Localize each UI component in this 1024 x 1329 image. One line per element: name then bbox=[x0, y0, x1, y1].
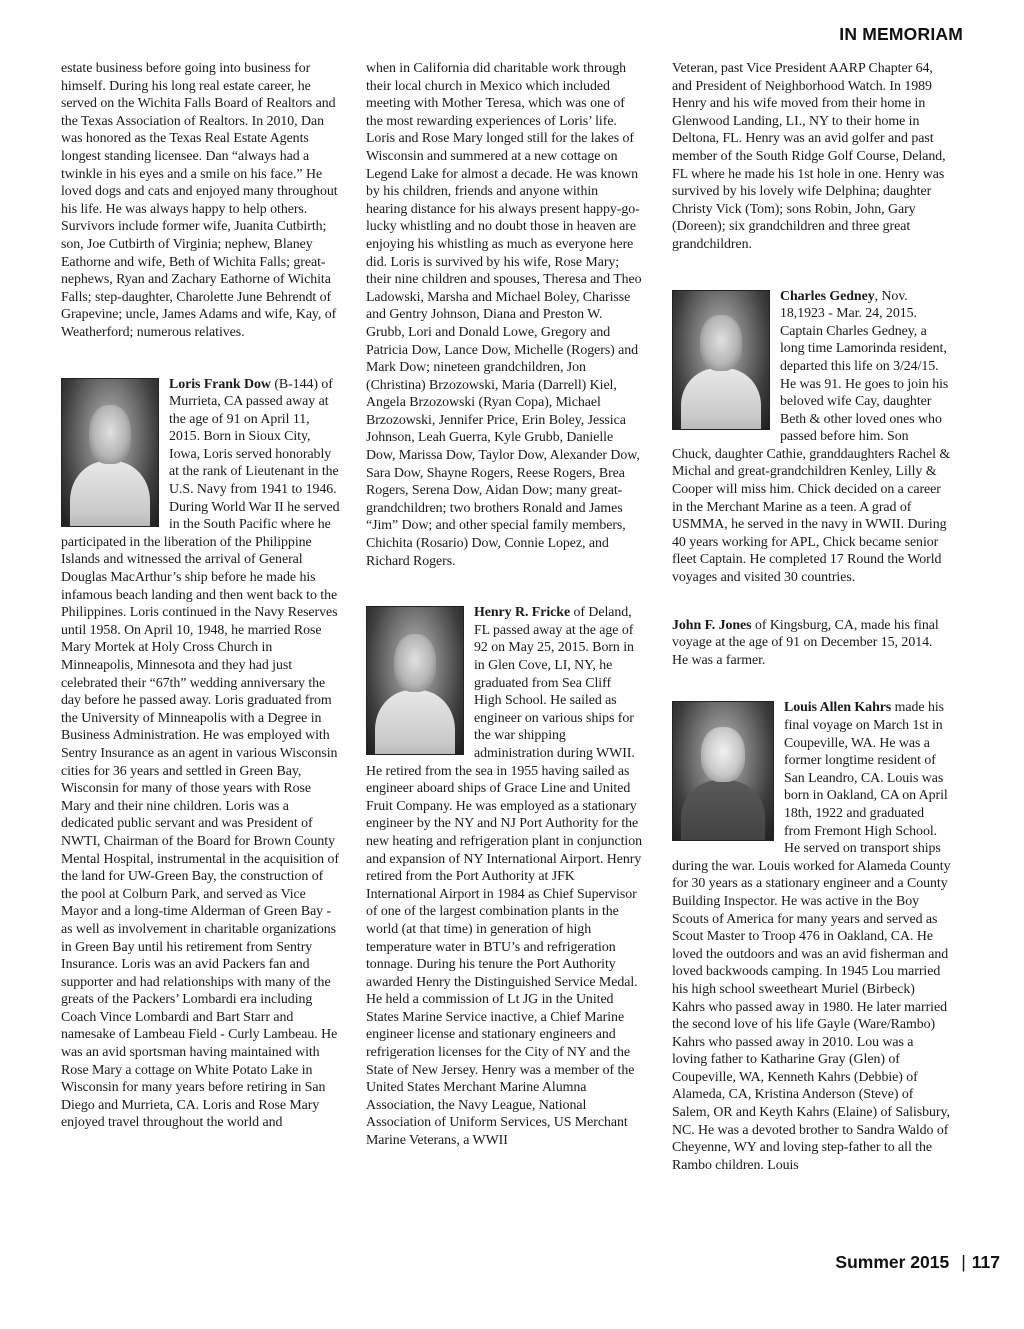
dow-name: Loris Frank Dow bbox=[169, 376, 271, 392]
dow-portrait-photo bbox=[61, 378, 159, 527]
gedney-text: , Nov. 18,1923 - Mar. 24, 2015. Captain Charles Gedney, a long time Lamorinda resident, departed this life on 3/24/15. He was 91. He goes to join his beloved wife Cay, daughter Beth & other loved ones who passed before him. Son Chuck, daughter Cathie, granddaughters Rachel & Michal and great-grandchildren Kenley, Lilly & Cooper will miss him. Chick decided on a career in the Merchant Marine as a teen. A grad of USMMA, he served in the navy in WWII. During 40 years working for APL, Chick became senior fleet Captain. He completed 17 Round the World voyages and visited 30 countries. bbox=[672, 288, 951, 586]
fricke-portrait-photo bbox=[366, 606, 464, 755]
page-footer bbox=[835, 1252, 1000, 1273]
jones-text: of Kingsburg, CA, made his final voyage at the age of 91 on December 15, 2014. He was a farmer. bbox=[672, 617, 939, 668]
issue-label: Summer 2015 bbox=[835, 1252, 950, 1272]
fricke-obituary bbox=[366, 604, 642, 1149]
kahrs-portrait-photo bbox=[672, 701, 774, 841]
footer-separator: | bbox=[961, 1252, 966, 1272]
gedney-obituary bbox=[672, 288, 951, 587]
dow-obituary-continued: when in California did charitable work through their local church in Mexico which included meeting with Mother Teresa, which was one of the most rewarding experiences of Loris’ life. Loris and Rose Mary longed still for the lakes of Wisconsin and summered at a new cottage on Legend Lake for almost a decade. He was known by his children, friends and anyone within hearing distance for his always present happy-go-lucky whistling and no doubt those in heaven are enjoying his whistling as much as everyone here did. Loris is survived by his wife, Rose Mary; their nine children and spouses, Theresa and Theo Ladowski, Marsha and Michael Boley, Charisse and Gentry Johnson, Diana and Preston W. Grubb, Lori and Donald Lowe, Gregory and Patricia Dow, Lance Dow, Michelle (Rogers) and Mark Dow; nineteen grandchildren, Jon (Christina) Brzozowski, Maria (Darrell) Kiel, Angela Brzozowski (Ryan Copa), Michael Brzozowski, Jennifer Price, Erin Boley, Jessica Johnson, Leah Guerra, Kyle Grubb, Danielle Dow, Marissa Dow, Taylor Dow, Alexander Dow, Sara Dow, Shayne Rogers, Reese Rogers, Brea Rogers, Serena Dow, Aidan Dow; many great-grandchildren; two brothers Ronald and James “Jim” Dow; and other special family members, Chichita (Rosario) Dow, Connie Lopez, and Richard Rogers. bbox=[366, 61, 642, 569]
kahrs-name: Louis Allen Kahrs bbox=[784, 700, 892, 716]
cutbirth-obituary-continued: estate business before going into business for himself. During his long real estate career, he served on the Wichita Falls Board of Realtors and the Texas Association of Realtors. In 2010, Dan was honored as the Texas Real Estate Agents longest standing licensee. Dan “always had a twinkle in his eyes and a smile on his face.” He loved dogs and cats and enjoyed many throughout his life. He was always happy to help others. Survivors include former wife, Juanita Cutbirth; son, Joe Cutbirth of Virginia; nephew, Blaney Eathorne and wife, Beth of Wichita Falls; great-nephews, Ryan and Zachary Eathorne of Wichita Falls; step-daughter, Charolette June Behrendt of Grapevine; uncle, James Adams and wife, Kay, of Weatherford; numerous relatives. bbox=[61, 61, 338, 340]
dow-text: (B-144) of Murrieta, CA passed away at the age of 91 on April 11, 2015. Born in Sioux City, Iowa, Loris served honorably at the rank of Lieutenant in the U.S. Navy from 1941 to 1946. During World War II he served in the South Pacific where he participated in the liberation of the Philippine Islands and witnessed the arrival of General Douglas MacArthur’s ship before he made his infamous beach landing and then went back to the Philippines. Loris continued in the Navy Reserves until 1958. On April 10, 1948, he married Rose Mary Mortek at Holy Cross Church in Minneapolis, Minnesota and they had just celebrated their “67th” wedding anniversary the day before he passed away. Loris graduated from the University of Minneapolis with a Degree in Business Administration. He was employed with Sentry Insurance as an agent in various Wisconsin cities for 36 years and settled in Green Bay, Wisconsin for many of those years with Rose Mary and their nine children. Loris was a dedicated public servant and was President of NWTI, Chairman of the Board for Brown County Mental Hospital, instrumental in the acquisition of the land for UW-Green Bay, the construction of the pool at Colburn Park, and served as Vice Mayor and a long-time Alderman of Green Bay - as well as involvement in charitable organizations in Green Bay until his retirement from Sentry Insurance. Loris was an avid Packers fan and supporter and had relationships with many of the greats of the Packers’ Lombardi era including Coach Vince Lombardi and Bart Starr and namesake of Lambeau Field - Curly Lambeau. He was an avid sportsman having maintained with Rose Mary a cottage on White Potato Lake in Wisconsin for many years before retiring in San Diego and Murrieta, CA. Loris and Rose Mary enjoyed travel throughout the world and bbox=[61, 376, 340, 1131]
kahrs-text: made his final voyage on March 1st in Coupeville, WA. He was a former longtime resident of San Leandro, CA. Louis was born in Oakland, CA on April 18th, 1922 and graduated from Fremont High School. He served on transport ships during the war. Louis worked for Alameda County for 30 years as a stationary engineer and a County Building Inspector. He was active in the Boy Scouts of America for many years and served as Scout Master to Troop 476 in Oakland, CA. He loved the outdoors and was an avid fisherman and loved backwoods camping. In 1945 Lou married his high school sweetheart Muriel (Birbeck) Kahrs who passed away in 1980. He later married the second love of his life Gayle (Ware/Rambo) Kahrs who passed away in 2010. Lou was a loving father to Katharine Gray (Glen) of Coupeville, WA, Kenneth Kahrs (Debbie) of Alameda, CA, Kristina Anderson (Steve) of Salem, OR and Keyth Kahrs (Elaine) of Salisbury, NC. He was a devoted brother to Sandra Waldo of Cheyenne, WY and loving step-father to all the Rambo children. Louis bbox=[672, 700, 951, 1173]
gedney-portrait-photo bbox=[672, 290, 770, 430]
jones-name: John F. Jones bbox=[672, 617, 752, 633]
kahrs-obituary bbox=[672, 699, 951, 1174]
column-2 bbox=[366, 60, 642, 1150]
fricke-obituary-continued: Veteran, past Vice President AARP Chapter 64, and President of Neighborhood Watch. In 1989 Henry and his wife moved from their home in Glenwood Landing, LI., NY to their home in Deltona, FL. Henry was an avid golfer and past member of the South Ridge Golf Course, Deland, FL where he made his 1st hole in one. Henry was survived by his lovely wife Delphina; daughter Christy Vick (Tom); sons Robin, John, Gary (Doreen); six grandchildren and three great grandchildren. bbox=[672, 61, 946, 252]
gedney-name: Charles Gedney bbox=[780, 288, 875, 304]
page-number: 117 bbox=[971, 1252, 1000, 1272]
column-1 bbox=[61, 60, 340, 1132]
column-3 bbox=[672, 60, 951, 1174]
section-header: IN MEMORIAM bbox=[839, 24, 963, 44]
fricke-text: of Deland, FL passed away at the age of 92 on May 25, 2015. Born in in Glen Cove, LI, NY, he graduated from Sea Cliff High School. He sailed as engineer on various ships for the war shipping administration during WWII. He retired from the sea in 1955 having sailed as engineer aboard ships of Grace Line and United Fruit Company. He was employed as a stationary engineer by the NY and NJ Port Authority for the new heating and refrigeration plant in conjunction and expansion of NY International Airport. Henry retired from the Port Authority at JFK International Airport in 1984 as Chief Supervisor of one of the largest combination plants in the world (at that time) in generation of high temperature water in BTU’s and refrigeration tonnage. During his tenure the Port Authority awarded Henry the Distinguished Service Medal. He held a commission of Lt JG in the United States Marine Service inactive, a Chief Marine engineer license and stationary engineers and refrigeration licenses for the City of NY and the State of New Jersey. Henry was a member of the United States Merchant Marine Alumna Association, the Navy League, National Association of Uniform Services, US Merchant Marine Veterans, a WWII bbox=[366, 605, 642, 1149]
jones-obituary bbox=[672, 617, 951, 670]
fricke-name: Henry R. Fricke bbox=[474, 605, 571, 621]
dow-obituary bbox=[61, 376, 340, 1133]
